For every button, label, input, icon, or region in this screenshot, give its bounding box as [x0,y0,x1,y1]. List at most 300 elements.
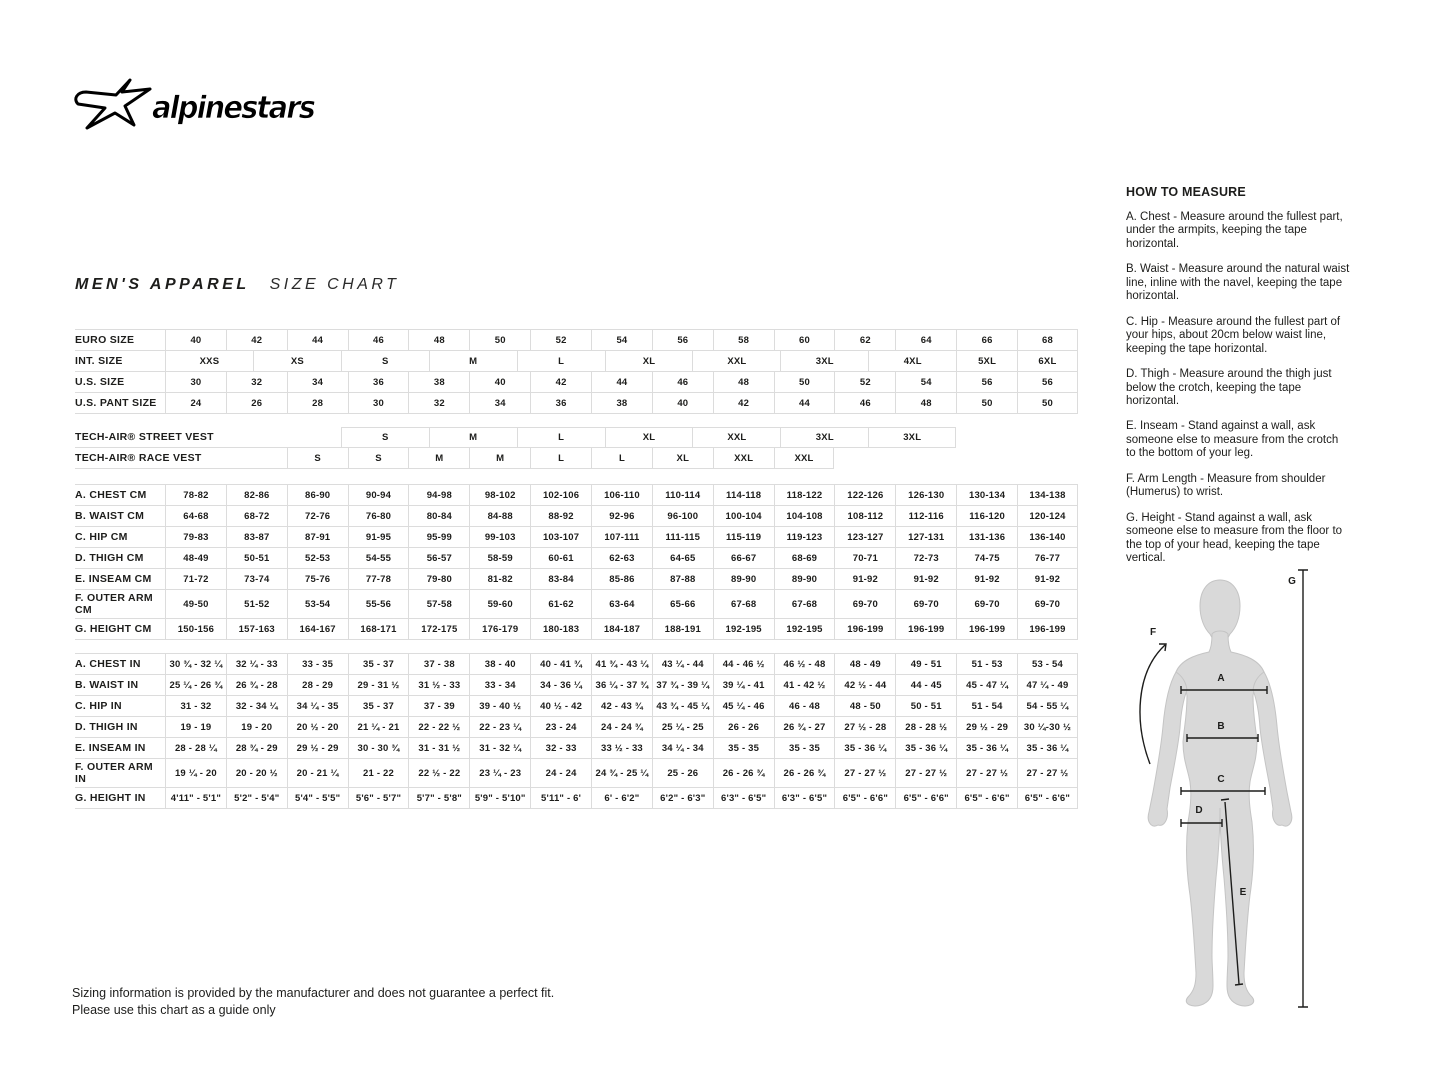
size-cell: 107-111 [591,527,652,548]
table-group-in [75,653,1078,809]
size-cell: 64-68 [165,506,226,527]
size-cell: 56 [652,330,713,351]
row-label: C. HIP CM [75,527,165,548]
size-cell: 196-199 [956,619,1017,640]
page-title-main: MEN'S APPAREL [75,276,250,293]
diagram-label-waist: B [1217,721,1225,732]
size-cell: 52 [834,372,895,393]
table-row [75,696,1078,717]
size-cell: 25 ¼ - 26 ¾ [165,675,226,696]
row-cells [165,788,1078,809]
table-row [75,393,1078,414]
size-cell: 46 ½ - 48 [774,654,835,675]
table-row [75,506,1078,527]
size-cell: 127-131 [895,527,956,548]
row-label: E. INSEAM IN [75,738,165,759]
size-cell: 112-116 [895,506,956,527]
row-cells [165,717,1078,738]
size-cell: 59-60 [469,590,530,619]
size-cell: S [287,448,348,469]
size-cell: 50 [774,372,835,393]
size-cell: 35 - 35 [774,738,835,759]
size-cell: 42 - 43 ¾ [591,696,652,717]
size-cell: 98-102 [469,485,530,506]
size-cell: 82-86 [226,485,287,506]
size-cell: 50 - 51 [895,696,956,717]
size-cell: 176-179 [469,619,530,640]
size-cell: 38 [591,393,652,414]
size-cell: 36 [530,393,591,414]
size-cell: 119-123 [774,527,835,548]
diagram-label-inseam: E [1239,887,1247,898]
size-cell: 31 - 32 [165,696,226,717]
size-cell: 78-82 [165,485,226,506]
size-cell: 42 [530,372,591,393]
size-cell: 188-191 [652,619,713,640]
size-cell: 5'7" - 5'8" [408,788,469,809]
size-cell: 53-54 [287,590,348,619]
size-cell: 83-87 [226,527,287,548]
table-group-cm [75,484,1078,640]
size-cell: 24 ¾ - 25 ¼ [591,759,652,788]
size-cell: 43 ¾ - 45 ¼ [652,696,713,717]
row-label: U.S. PANT SIZE [75,393,165,414]
table-row [75,548,1078,569]
size-cell: 192-195 [774,619,835,640]
row-cells [165,448,1078,469]
size-cell: 196-199 [1017,619,1078,640]
row-cells [165,527,1078,548]
size-cell: 114-118 [713,485,774,506]
measure-item: F. Arm Length - Measure from shoulder (Humerus) to wrist. [1126,472,1326,499]
size-cell [165,448,287,469]
size-cell: 60 [774,330,835,351]
size-cell: 126-130 [895,485,956,506]
size-cell: 168-171 [348,619,409,640]
size-cell: 22 ½ - 22 [408,759,469,788]
size-cell: 31 ½ - 33 [408,675,469,696]
row-cells [165,569,1078,590]
table-row [75,330,1078,351]
size-cell: 54-55 [348,548,409,569]
row-label: B. WAIST CM [75,506,165,527]
size-cell: 77-78 [348,569,409,590]
table-row [75,427,1078,448]
measure-item: E. Inseam - Stand against a wall, ask someone else to measure from the crotch to the bottom of your leg. [1126,420,1339,460]
diagram-label-hip: C [1217,774,1225,785]
row-cells [165,654,1078,675]
row-cells [165,393,1078,414]
size-cell: 28 ¾ - 29 [226,738,287,759]
size-cell: 33 - 34 [469,675,530,696]
size-cell: 196-199 [895,619,956,640]
size-cell: 48 - 49 [834,654,895,675]
table-row [75,590,1078,619]
body-diagram-svg [1125,560,1445,1030]
size-cell: 6'3" - 6'5" [713,788,774,809]
size-cell: 60-61 [530,548,591,569]
size-cell: 5XL [956,351,1017,372]
size-cell: 27 ½ - 28 [834,717,895,738]
size-cell: 35 - 35 [713,738,774,759]
measure-item: D. Thigh - Measure around the thigh just below the crotch, keeping the tape horizontal. [1126,368,1332,407]
row-label: G. HEIGHT IN [75,788,165,809]
table-row [75,788,1078,809]
size-cell: M [469,448,530,469]
size-cell: 50-51 [226,548,287,569]
measure-item: A. Chest - Measure around the fullest part, under the armpits, keeping the tape horizontal. [1126,211,1343,250]
size-cell: 66-67 [713,548,774,569]
size-cell: 35 - 36 ¼ [1017,738,1078,759]
table-row [75,738,1078,759]
size-cell: 23 - 24 [530,717,591,738]
size-cell [165,427,341,448]
body-silhouette [1148,580,1292,1006]
measure-item: G. Height - Stand against a wall, ask someone else to measure from the floor to the top of your head, keeping the tape vertical. [1126,511,1343,565]
row-label: EURO SIZE [75,330,165,351]
size-cell: 32 [408,393,469,414]
size-cell: 33 ½ - 33 [591,738,652,759]
body-diagram [1125,560,1445,1030]
diagram-label-chest: A [1217,673,1225,684]
size-cell: 20 ½ - 20 [287,717,348,738]
size-cell: 91-92 [1017,569,1078,590]
size-cell: 87-88 [652,569,713,590]
size-cell: 111-115 [652,527,713,548]
size-cell: 84-88 [469,506,530,527]
size-cell: 24 - 24 [530,759,591,788]
row-label: TECH-AIR® RACE VEST [75,448,165,469]
logo-wordmark: alpinestars [152,90,316,126]
row-label: F. OUTER ARM CM [75,590,165,619]
size-cell: 48 [713,372,774,393]
size-cell: 180-183 [530,619,591,640]
size-cell: 92-96 [591,506,652,527]
size-cell: 95-99 [408,527,469,548]
size-cell: 89-90 [774,569,835,590]
size-cell: 94-98 [408,485,469,506]
size-cell: 5'2" - 5'4" [226,788,287,809]
measure-panel [1126,185,1350,578]
size-cell: 23 ¼ - 23 [469,759,530,788]
size-cell: 26 - 26 [713,717,774,738]
diagram-label-height: G [1288,576,1296,587]
size-cell: 32 ¼ - 33 [226,654,287,675]
size-cell: 48-49 [165,548,226,569]
size-cell: 67-68 [713,590,774,619]
size-cell: XL [652,448,713,469]
size-cell: L [517,351,605,372]
size-cell: 150-156 [165,619,226,640]
size-cell: 25 ¼ - 25 [652,717,713,738]
row-label: TECH-AIR® STREET VEST [75,427,165,448]
size-cell: 81-82 [469,569,530,590]
row-cells [165,590,1078,619]
row-cells [165,427,1078,448]
size-cell: 34 ¼ - 35 [287,696,348,717]
size-cell: 48 - 50 [834,696,895,717]
size-cell: 50 [1017,393,1078,414]
page-title [75,276,399,294]
size-cell: 6' - 6'2" [591,788,652,809]
size-cell: 83-84 [530,569,591,590]
footer-line-1: Sizing information is provided by the manufacturer and does not guarantee a perfect fit. [72,986,555,1000]
height-measure-line [1298,570,1308,1007]
size-cell: 70-71 [834,548,895,569]
size-cell: 5'6" - 5'7" [348,788,409,809]
size-cell: XL [605,351,693,372]
measure-title: HOW TO MEASURE [1126,185,1246,199]
measure-item: B. Waist - Measure around the natural waist line, inline with the navel, keeping the tape horizontal. [1126,263,1350,303]
size-cell: 106-110 [591,485,652,506]
size-cell: 91-92 [895,569,956,590]
size-cell [834,448,1077,469]
alpinestars-logo [72,78,322,137]
table-row [75,759,1078,788]
size-cell: 20 - 20 ½ [226,759,287,788]
size-cell: 55-56 [348,590,409,619]
size-cell: 100-104 [713,506,774,527]
size-cell: 42 [226,330,287,351]
size-cell: 122-126 [834,485,895,506]
size-cell: 54 [591,330,652,351]
size-cell: 89-90 [713,569,774,590]
size-cell: 26 ¾ - 28 [226,675,287,696]
size-cell: 6'2" - 6'3" [652,788,713,809]
size-cell: M [408,448,469,469]
table-row [75,654,1078,675]
size-cell: M [429,427,517,448]
row-label: D. THIGH IN [75,717,165,738]
row-label: F. OUTER ARM IN [75,759,165,788]
silhouette-right-arm [1253,672,1292,826]
size-cell: 51 - 54 [956,696,1017,717]
measure-item: C. Hip - Measure around the fullest part of your hips, about 20cm below waist line, keeping the tape horizontal. [1126,315,1341,355]
size-cell: 71-72 [165,569,226,590]
logo-svg [72,78,322,132]
size-cell: 37 - 38 [408,654,469,675]
size-cell: 26 ¾ - 27 [774,717,835,738]
size-cell: 27 - 27 ½ [895,759,956,788]
size-cell: 63-64 [591,590,652,619]
size-cell: 130-134 [956,485,1017,506]
size-cell: 65-66 [652,590,713,619]
size-cell: 91-92 [834,569,895,590]
size-cell: S [341,427,429,448]
size-cell: 6'5" - 6'6" [956,788,1017,809]
size-cell: 110-114 [652,485,713,506]
row-cells [165,485,1078,506]
size-cell: 26 - 26 ¾ [774,759,835,788]
size-cell: 30 [165,372,226,393]
size-cell: 34 ¼ - 34 [652,738,713,759]
size-cell: 85-86 [591,569,652,590]
size-cell: 96-100 [652,506,713,527]
size-cell: 116-120 [956,506,1017,527]
size-cell: 37 - 39 [408,696,469,717]
size-cell: 88-92 [530,506,591,527]
size-cell: 56 [956,372,1017,393]
size-cell: 41 - 42 ½ [774,675,835,696]
size-cell: 35 - 36 ¼ [956,738,1017,759]
size-cell: 25 - 26 [652,759,713,788]
size-cell: 30 [348,393,409,414]
size-cell: 20 - 21 ¼ [287,759,348,788]
footer-note [72,985,554,1019]
size-cell: 172-175 [408,619,469,640]
size-cell: 52 [530,330,591,351]
size-cell: 22 - 23 ¼ [469,717,530,738]
size-cell: 44 [287,330,348,351]
size-cell: 44 [774,393,835,414]
size-cell: 68-72 [226,506,287,527]
size-cell: 32 - 33 [530,738,591,759]
size-cell: 104-108 [774,506,835,527]
size-cell: 33 - 35 [287,654,348,675]
size-cell: 49 - 51 [895,654,956,675]
table-group-techair [75,427,1078,469]
size-cell: 28 - 28 ¼ [165,738,226,759]
row-label: A. CHEST IN [75,654,165,675]
size-cell: 28 [287,393,348,414]
size-cell: 57-58 [408,590,469,619]
size-table [75,329,1078,809]
table-row [75,569,1078,590]
size-cell: 123-127 [834,527,895,548]
size-cell: 58-59 [469,548,530,569]
measure-list [1126,211,1350,566]
size-cell: 54 [895,372,956,393]
size-cell: 6XL [1017,351,1078,372]
silhouette-torso-legs [1176,631,1264,1006]
size-cell: 54 - 55 ¼ [1017,696,1078,717]
size-cell: 51 - 53 [956,654,1017,675]
size-cell: 42 ½ - 44 [834,675,895,696]
size-cell: 157-163 [226,619,287,640]
size-cell: 72-76 [287,506,348,527]
size-cell: 42 [713,393,774,414]
size-cell: 30 ¼-30 ½ [1017,717,1078,738]
size-cell: 184-187 [591,619,652,640]
size-cell: 45 - 47 ¼ [956,675,1017,696]
size-cell: 6'3" - 6'5" [774,788,835,809]
size-cell: 19 - 20 [226,717,287,738]
size-cell: 69-70 [895,590,956,619]
table-row [75,485,1078,506]
size-cell: 26 - 26 ¾ [713,759,774,788]
size-cell: 40 ½ - 42 [530,696,591,717]
size-cell: 36 ¼ - 37 ¾ [591,675,652,696]
row-cells [165,619,1078,640]
size-cell: 131-136 [956,527,1017,548]
table-row [75,619,1078,640]
size-cell: 43 ¼ - 44 [652,654,713,675]
size-cell: 44 - 45 [895,675,956,696]
size-cell: 41 ¾ - 43 ¼ [591,654,652,675]
size-cell: 3XL [780,351,868,372]
size-cell: 196-199 [834,619,895,640]
size-cell: 46 [834,393,895,414]
size-cell: 50 [956,393,1017,414]
table-row [75,717,1078,738]
size-cell: 86-90 [287,485,348,506]
size-cell: 21 ¼ - 21 [348,717,409,738]
size-cell: XS [253,351,341,372]
size-cell: M [429,351,517,372]
row-label: U.S. SIZE [75,372,165,393]
size-cell: 118-122 [774,485,835,506]
size-cell: 38 [408,372,469,393]
size-cell: 56 [1017,372,1078,393]
size-cell: 29 - 31 ½ [348,675,409,696]
size-cell: 51-52 [226,590,287,619]
size-cell: 68-69 [774,548,835,569]
size-cell: 40 [652,393,713,414]
size-cell: 164-167 [287,619,348,640]
size-cell: 36 [348,372,409,393]
size-cell: 19 ¼ - 20 [165,759,226,788]
size-cell [956,427,1078,448]
size-cell: 46 [348,330,409,351]
size-cell: 74-75 [956,548,1017,569]
size-cell: 73-74 [226,569,287,590]
size-cell: 76-80 [348,506,409,527]
size-cell: 56-57 [408,548,469,569]
size-cell: XXL [713,448,774,469]
size-cell: 27 - 27 ½ [1017,759,1078,788]
row-label: E. INSEAM CM [75,569,165,590]
size-cell: 44 - 46 ½ [713,654,774,675]
size-cell: 68 [1017,330,1078,351]
star-icon [76,80,150,128]
size-cell: 46 [652,372,713,393]
size-cell: 87-91 [287,527,348,548]
size-cell: 21 - 22 [348,759,409,788]
size-cell: 134-138 [1017,485,1078,506]
size-cell: 3XL [868,427,956,448]
size-cell: XL [605,427,693,448]
size-cell: 34 - 36 ¼ [530,675,591,696]
size-cell: 4XL [868,351,956,372]
size-cell: 29 ½ - 29 [287,738,348,759]
size-cell: 5'9" - 5'10" [469,788,530,809]
size-cell: 6'5" - 6'6" [1017,788,1078,809]
table-row [75,448,1078,469]
size-cell: 90-94 [348,485,409,506]
row-cells [165,696,1078,717]
size-cell: 61-62 [530,590,591,619]
size-cell: 50 [469,330,530,351]
size-cell: 6'5" - 6'6" [834,788,895,809]
size-cell: 79-83 [165,527,226,548]
size-cell: L [530,448,591,469]
size-cell: 35 - 37 [348,696,409,717]
size-cell: 102-106 [530,485,591,506]
size-cell: 76-77 [1017,548,1078,569]
row-cells [165,738,1078,759]
footer-line-2: Please use this chart as a guide only [72,1002,276,1017]
size-cell: 69-70 [834,590,895,619]
size-cell: 39 - 40 ½ [469,696,530,717]
size-cell: 35 - 36 ¼ [895,738,956,759]
size-cell: XXL [774,448,835,469]
table-group-sizes [75,329,1078,414]
size-cell: 91-95 [348,527,409,548]
size-cell: 67-68 [774,590,835,619]
row-cells [165,759,1078,788]
size-cell: 80-84 [408,506,469,527]
size-cell: 27 - 27 ½ [834,759,895,788]
